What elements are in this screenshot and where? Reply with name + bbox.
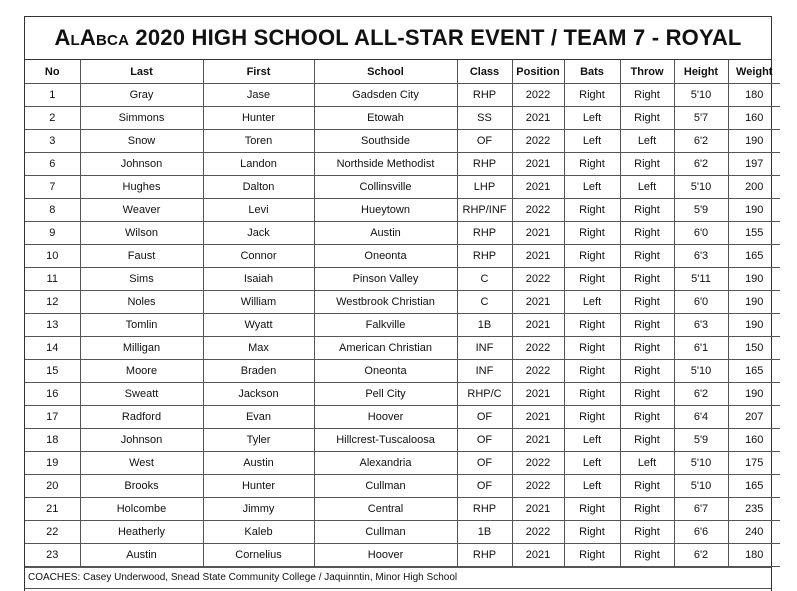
coaches-note: COACHES: Casey Underwood, Snead State Community College / Jaquinntin, Minor High School [25,567,771,589]
cell-height: 5'9 [674,199,728,222]
cell-bats: Right [564,245,620,268]
cell-last: Tomlin [80,314,203,337]
cell-first: Cornelius [203,544,314,567]
cell-class: 1B [457,521,512,544]
cell-weight: 190 [728,314,780,337]
cell-last: Milligan [80,337,203,360]
cell-first: Evan [203,406,314,429]
cell-height: 6'3 [674,314,728,337]
cell-throw: Right [620,498,674,521]
cell-class: 1B [457,314,512,337]
table-row [25,475,780,498]
table-row [25,84,780,107]
cell-class: INF [457,337,512,360]
cell-class: OF [457,475,512,498]
cell-no: 14 [25,337,80,360]
cell-height: 6'4 [674,406,728,429]
cell-height: 6'3 [674,245,728,268]
cell-bats: Left [564,130,620,153]
cell-bats: Left [564,176,620,199]
cell-class: INF [457,360,512,383]
cell-no: 18 [25,429,80,452]
table-row [25,107,780,130]
cell-bats: Right [564,544,620,567]
table-row [25,521,780,544]
table-row [25,245,780,268]
cell-throw: Right [620,429,674,452]
title-rest: 2020 HIGH SCHOOL ALL-STAR EVENT / TEAM 7 - ROYAL [129,25,742,50]
table-row [25,153,780,176]
cell-bats: Left [564,475,620,498]
cell-first: Levi [203,199,314,222]
cell-last: Johnson [80,153,203,176]
cell-throw: Right [620,521,674,544]
cell-height: 5'10 [674,84,728,107]
table-row [25,429,780,452]
cell-no: 19 [25,452,80,475]
cell-school: Cullman [314,475,457,498]
cell-last: Gray [80,84,203,107]
roster-sheet [24,16,772,591]
cell-weight: 180 [728,544,780,567]
column-header-height: Height [674,60,728,84]
cell-first: Kaleb [203,521,314,544]
cell-first: Jase [203,84,314,107]
cell-weight: 150 [728,337,780,360]
cell-position: 2022 [512,360,564,383]
cell-height: 5'10 [674,176,728,199]
cell-throw: Right [620,199,674,222]
cell-class: C [457,268,512,291]
cell-height: 6'7 [674,498,728,521]
cell-throw: Right [620,314,674,337]
cell-throw: Right [620,268,674,291]
cell-position: 2021 [512,107,564,130]
cell-throw: Right [620,544,674,567]
cell-bats: Right [564,521,620,544]
cell-position: 2021 [512,498,564,521]
table-header-row [25,60,780,84]
cell-bats: Left [564,107,620,130]
cell-last: Simmons [80,107,203,130]
title-prefix-sc2: BCA [96,32,130,49]
cell-height: 6'0 [674,291,728,314]
table-row [25,222,780,245]
cell-bats: Right [564,337,620,360]
cell-bats: Right [564,199,620,222]
cell-throw: Right [620,84,674,107]
cell-no: 22 [25,521,80,544]
cell-class: OF [457,406,512,429]
cell-height: 5'9 [674,429,728,452]
cell-position: 2021 [512,429,564,452]
cell-no: 2 [25,107,80,130]
cell-height: 5'10 [674,475,728,498]
column-header-last: Last [80,60,203,84]
table-row [25,498,780,521]
cell-first: Max [203,337,314,360]
cell-position: 2022 [512,475,564,498]
table-row [25,291,780,314]
cell-weight: 200 [728,176,780,199]
cell-school: Cullman [314,521,457,544]
cell-weight: 240 [728,521,780,544]
cell-weight: 190 [728,291,780,314]
cell-last: Johnson [80,429,203,452]
cell-class: C [457,291,512,314]
cell-last: Hughes [80,176,203,199]
table-body [25,84,780,567]
cell-school: Pinson Valley [314,268,457,291]
cell-school: American Christian [314,337,457,360]
cell-no: 13 [25,314,80,337]
cell-no: 8 [25,199,80,222]
cell-position: 2021 [512,544,564,567]
cell-class: OF [457,429,512,452]
cell-school: Pell City [314,383,457,406]
column-header-throw: Throw [620,60,674,84]
cell-last: Sims [80,268,203,291]
cell-weight: 180 [728,84,780,107]
cell-weight: 155 [728,222,780,245]
cell-position: 2022 [512,337,564,360]
cell-bats: Left [564,452,620,475]
cell-school: Etowah [314,107,457,130]
cell-class: OF [457,130,512,153]
cell-school: Collinsville [314,176,457,199]
cell-throw: Left [620,452,674,475]
cell-last: Snow [80,130,203,153]
cell-class: RHP/C [457,383,512,406]
cell-throw: Right [620,337,674,360]
cell-school: Austin [314,222,457,245]
cell-no: 11 [25,268,80,291]
column-header-position: Position [512,60,564,84]
cell-no: 6 [25,153,80,176]
cell-first: Landon [203,153,314,176]
title-prefix-a: A [54,25,71,50]
cell-weight: 197 [728,153,780,176]
cell-bats: Right [564,383,620,406]
cell-position: 2021 [512,222,564,245]
cell-last: Weaver [80,199,203,222]
cell-bats: Right [564,498,620,521]
cell-weight: 207 [728,406,780,429]
cell-class: OF [457,452,512,475]
cell-school: Gadsden City [314,84,457,107]
cell-first: Tyler [203,429,314,452]
cell-last: Sweatt [80,383,203,406]
cell-first: Austin [203,452,314,475]
cell-school: Oneonta [314,360,457,383]
cell-weight: 190 [728,383,780,406]
column-header-weight: Weight [728,60,780,84]
cell-class: RHP [457,544,512,567]
title-prefix-b: A [79,25,96,50]
cell-school: Southside [314,130,457,153]
cell-class: RHP [457,84,512,107]
cell-last: Wilson [80,222,203,245]
table-row [25,406,780,429]
cell-position: 2022 [512,268,564,291]
cell-position: 2021 [512,176,564,199]
column-header-school: School [314,60,457,84]
cell-first: Braden [203,360,314,383]
cell-class: SS [457,107,512,130]
cell-position: 2021 [512,153,564,176]
cell-throw: Right [620,291,674,314]
cell-class: RHP [457,498,512,521]
cell-no: 16 [25,383,80,406]
column-header-class: Class [457,60,512,84]
cell-throw: Right [620,475,674,498]
cell-last: West [80,452,203,475]
cell-no: 12 [25,291,80,314]
roster-table [25,60,780,567]
table-row [25,337,780,360]
cell-school: Oneonta [314,245,457,268]
cell-first: Wyatt [203,314,314,337]
cell-no: 20 [25,475,80,498]
cell-last: Heatherly [80,521,203,544]
cell-first: Hunter [203,475,314,498]
page-title [25,17,771,60]
cell-position: 2022 [512,130,564,153]
cell-no: 15 [25,360,80,383]
title-prefix-sc1: L [70,32,80,49]
cell-throw: Right [620,153,674,176]
cell-first: Jack [203,222,314,245]
column-header-bats: Bats [564,60,620,84]
cell-class: RHP [457,245,512,268]
cell-height: 6'2 [674,544,728,567]
cell-bats: Right [564,314,620,337]
cell-first: Toren [203,130,314,153]
column-header-no: No [25,60,80,84]
cell-throw: Right [620,383,674,406]
cell-throw: Right [620,107,674,130]
cell-position: 2022 [512,84,564,107]
cell-height: 6'2 [674,383,728,406]
cell-weight: 160 [728,429,780,452]
cell-height: 6'1 [674,337,728,360]
cell-height: 6'0 [674,222,728,245]
cell-bats: Left [564,291,620,314]
cell-last: Faust [80,245,203,268]
cell-first: William [203,291,314,314]
cell-bats: Right [564,360,620,383]
cell-throw: Right [620,222,674,245]
cell-weight: 190 [728,199,780,222]
cell-position: 2021 [512,383,564,406]
table-row [25,360,780,383]
cell-position: 2022 [512,452,564,475]
cell-last: Radford [80,406,203,429]
cell-no: 23 [25,544,80,567]
cell-last: Moore [80,360,203,383]
cell-throw: Right [620,245,674,268]
cell-bats: Left [564,429,620,452]
table-row [25,314,780,337]
cell-throw: Left [620,176,674,199]
cell-first: Jimmy [203,498,314,521]
cell-bats: Right [564,222,620,245]
cell-school: Central [314,498,457,521]
cell-throw: Right [620,406,674,429]
column-header-first: First [203,60,314,84]
cell-school: Falkville [314,314,457,337]
table-row [25,176,780,199]
cell-height: 5'11 [674,268,728,291]
cell-weight: 190 [728,268,780,291]
cell-last: Noles [80,291,203,314]
cell-school: Westbrook Christian [314,291,457,314]
cell-weight: 165 [728,245,780,268]
cell-no: 21 [25,498,80,521]
cell-bats: Right [564,84,620,107]
cell-weight: 190 [728,130,780,153]
cell-weight: 165 [728,360,780,383]
cell-weight: 160 [728,107,780,130]
cell-position: 2021 [512,314,564,337]
cell-first: Connor [203,245,314,268]
cell-position: 2021 [512,245,564,268]
table-row [25,544,780,567]
cell-school: Hillcrest-Tuscaloosa [314,429,457,452]
cell-last: Holcombe [80,498,203,521]
cell-bats: Right [564,406,620,429]
table-row [25,452,780,475]
cell-height: 5'10 [674,360,728,383]
cell-class: RHP [457,222,512,245]
cell-first: Jackson [203,383,314,406]
cell-no: 3 [25,130,80,153]
cell-no: 17 [25,406,80,429]
cell-no: 1 [25,84,80,107]
cell-position: 2021 [512,406,564,429]
cell-school: Northside Methodist [314,153,457,176]
cell-height: 6'6 [674,521,728,544]
cell-school: Hoover [314,544,457,567]
cell-class: RHP [457,153,512,176]
cell-class: RHP/INF [457,199,512,222]
cell-height: 5'10 [674,452,728,475]
cell-last: Austin [80,544,203,567]
cell-weight: 165 [728,475,780,498]
cell-first: Isaiah [203,268,314,291]
cell-position: 2022 [512,521,564,544]
cell-no: 10 [25,245,80,268]
cell-school: Alexandria [314,452,457,475]
cell-first: Dalton [203,176,314,199]
cell-height: 6'2 [674,130,728,153]
cell-throw: Left [620,130,674,153]
table-row [25,130,780,153]
table-row [25,383,780,406]
cell-height: 6'2 [674,153,728,176]
cell-height: 5'7 [674,107,728,130]
cell-position: 2022 [512,199,564,222]
cell-throw: Right [620,360,674,383]
cell-bats: Right [564,268,620,291]
cell-no: 7 [25,176,80,199]
cell-school: Hueytown [314,199,457,222]
cell-weight: 235 [728,498,780,521]
cell-class: LHP [457,176,512,199]
table-row [25,268,780,291]
cell-school: Hoover [314,406,457,429]
cell-bats: Right [564,153,620,176]
cell-weight: 175 [728,452,780,475]
cell-no: 9 [25,222,80,245]
cell-last: Brooks [80,475,203,498]
table-row [25,199,780,222]
cell-first: Hunter [203,107,314,130]
cell-position: 2021 [512,291,564,314]
